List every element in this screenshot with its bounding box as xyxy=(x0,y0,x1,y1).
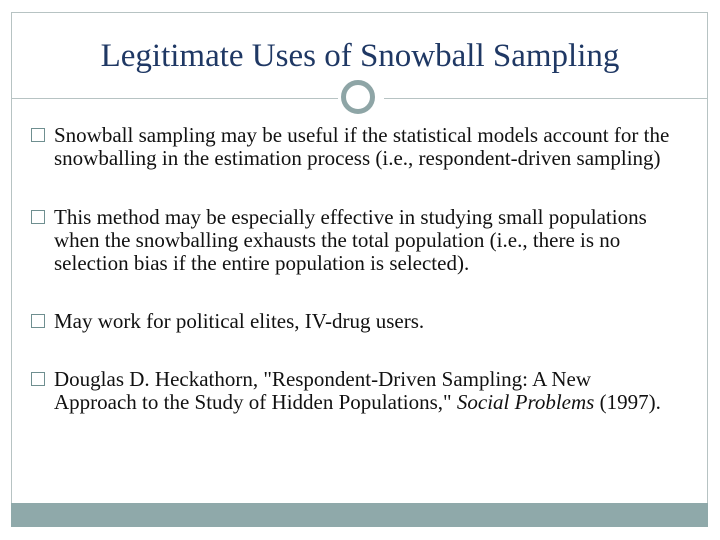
citation-year: (1997). xyxy=(594,390,661,414)
citation-author-title: Douglas D. Heckathorn, "Respondent-Driven Sampling: A New Approach to the Study of Hidden Populations," xyxy=(54,367,591,414)
bullet-list xyxy=(30,124,670,414)
bullet-text: Snowball sampling may be useful if the statistical models account for the snowballing in the estimation process (i.e., respondent-driven sampling) xyxy=(54,123,670,170)
bullet-item xyxy=(30,124,670,170)
square-bullet-icon xyxy=(31,128,45,142)
square-bullet-icon xyxy=(31,372,45,386)
ring-icon xyxy=(341,80,375,114)
title-divider-right xyxy=(384,98,708,99)
square-bullet-icon xyxy=(31,314,45,328)
bullet-item xyxy=(30,206,670,275)
bullet-item xyxy=(30,368,670,414)
title-divider-left xyxy=(12,98,338,99)
bullet-item xyxy=(30,310,670,333)
slide-title: Legitimate Uses of Snowball Sampling xyxy=(100,38,620,74)
square-bullet-icon xyxy=(31,210,45,224)
citation-text xyxy=(54,367,661,414)
bullet-text: May work for political elites, IV-drug users. xyxy=(54,309,425,333)
bottom-accent-bar xyxy=(11,503,708,527)
citation-journal: Social Problems xyxy=(456,390,595,414)
bullet-text: This method may be especially effective in studying small populations when the snowballing exhausts the total population (i.e., there is no selection bias if the entire population is selected). xyxy=(54,205,647,275)
